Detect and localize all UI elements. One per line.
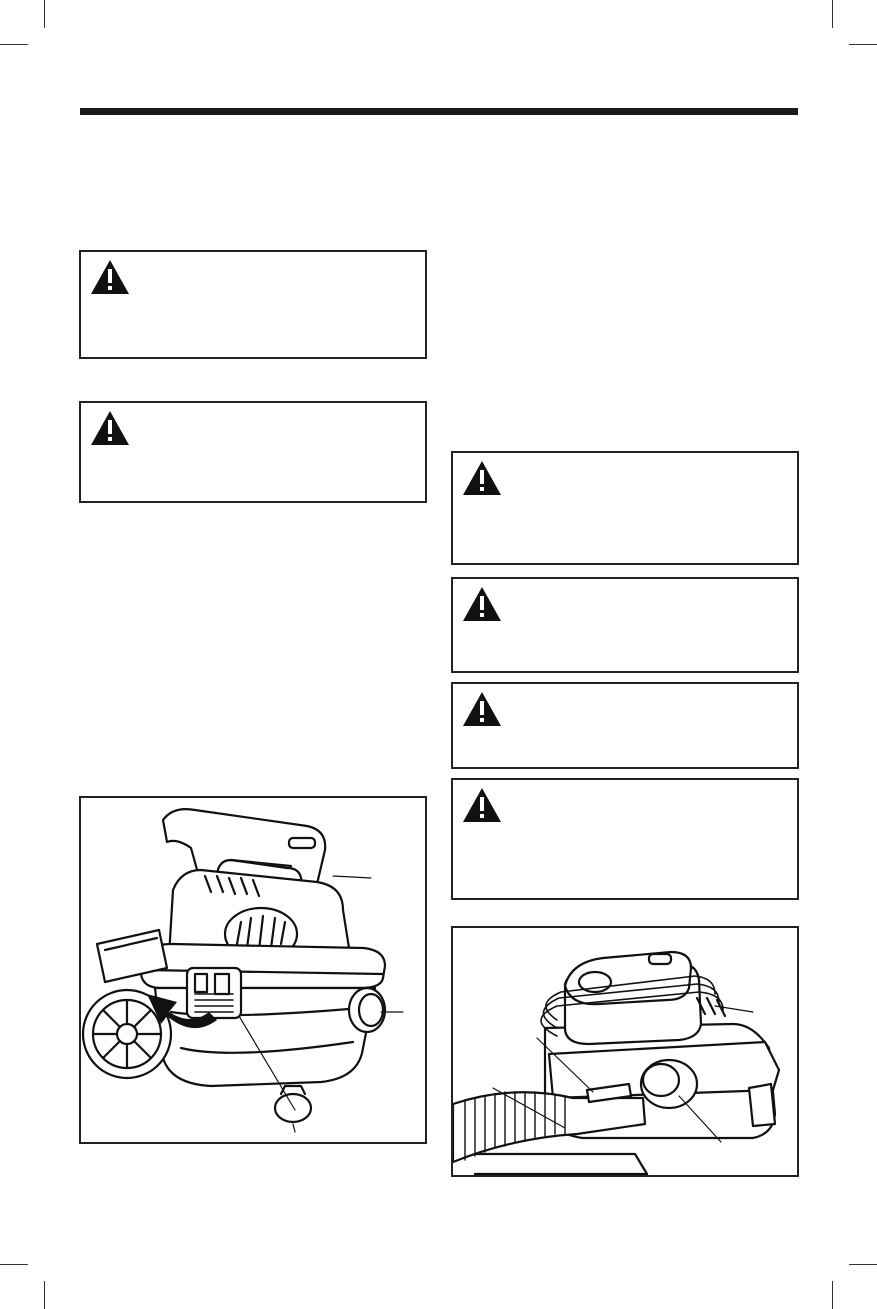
warning-box <box>451 682 799 769</box>
warning-box <box>451 577 799 673</box>
warning-triangle-icon <box>461 690 503 728</box>
warning-box <box>79 401 427 503</box>
crop-mark <box>832 0 833 28</box>
warning-triangle-icon <box>89 409 131 447</box>
header-rule <box>80 108 798 115</box>
crop-mark <box>0 44 28 45</box>
crop-mark <box>849 44 877 45</box>
crop-mark <box>832 1281 833 1309</box>
warning-triangle-icon <box>89 258 131 296</box>
vacuum-illustration <box>81 798 425 1142</box>
warning-box <box>451 451 799 565</box>
hose-illustration <box>453 928 797 1175</box>
crop-mark <box>849 1264 877 1265</box>
figure-hose-connection <box>451 926 799 1177</box>
warning-triangle-icon <box>461 585 503 623</box>
warning-box <box>451 778 799 900</box>
figure-vacuum-latch <box>79 796 427 1144</box>
crop-mark <box>0 1264 28 1265</box>
crop-mark <box>44 0 45 28</box>
warning-triangle-icon <box>461 786 503 824</box>
crop-mark <box>44 1281 45 1309</box>
warning-box <box>79 250 427 359</box>
warning-triangle-icon <box>461 459 503 497</box>
